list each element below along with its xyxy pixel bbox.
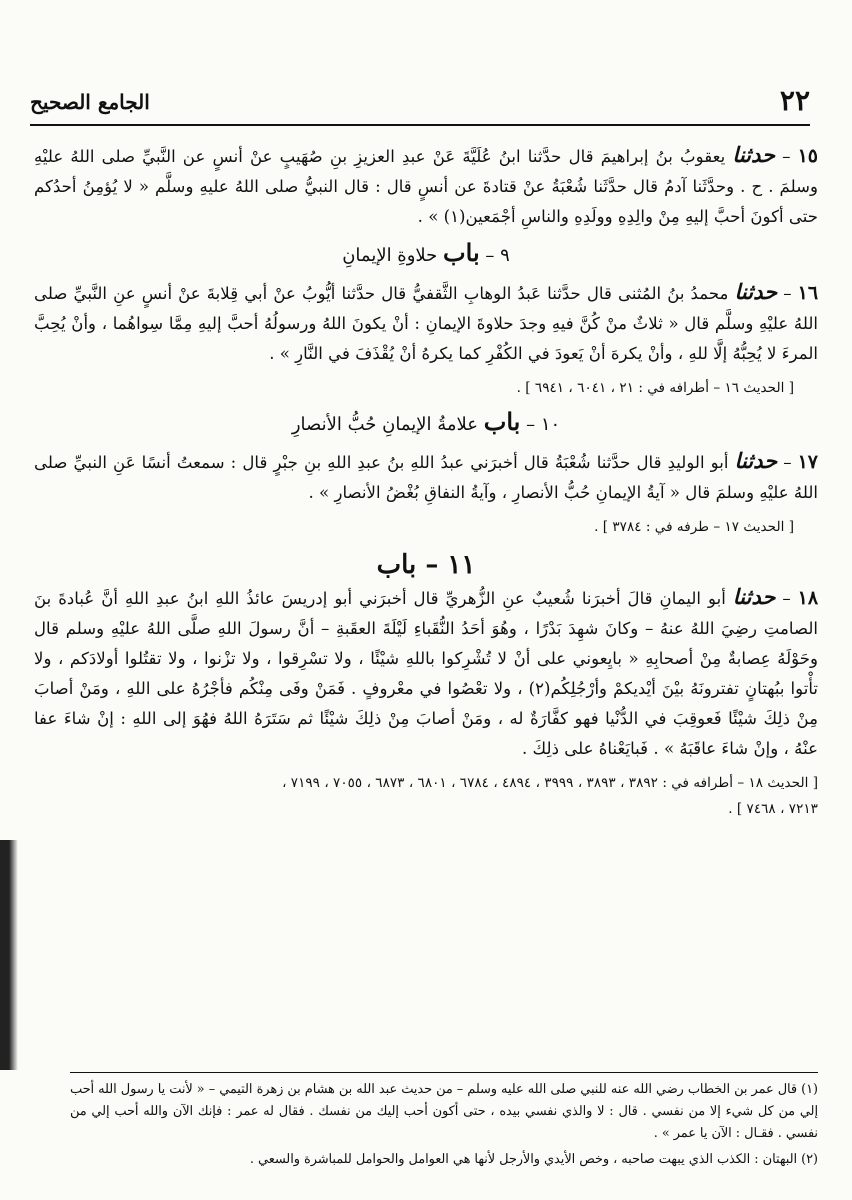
bab-word: باب bbox=[443, 238, 480, 267]
hadith-17 bbox=[34, 446, 818, 508]
hadith-15 bbox=[34, 140, 818, 232]
dash: – bbox=[783, 453, 792, 472]
hadith-number: ١٨ bbox=[797, 587, 819, 609]
bab-word: باب bbox=[483, 407, 521, 436]
chapter-title: حلاوةِ الإيمانِ bbox=[342, 245, 438, 266]
dash: – bbox=[782, 147, 791, 166]
hadith-17-reference: [ الحديث ١٧ – طرفه في : ٣٧٨٤ ] . bbox=[594, 519, 794, 535]
footnotes bbox=[70, 1072, 818, 1175]
dash: – bbox=[485, 245, 495, 266]
scan-edge-shadow bbox=[0, 840, 18, 1070]
chapter-number: ١٠ bbox=[540, 414, 561, 435]
hadith-text: محمدُ بنُ المُثنى قال حدَّثنا عَبدُ الوهابِ الثَّقفيُّ قال حدَّثنا أيُّوبُ عنْ أبي قِلابةَ عنْ أنسٍ عنِ النَّبيِّ صلى اللهُ عليْهِ وسلَّم قال « ثلاثٌ منْ كُنَّ فيهِ وجدَ حلاوةَ الإيمانِ : أنْ يكونَ اللهُ ورسولُهُ أحبَّ إليهِ مِمَّا سِواهُما ، وأنْ يُحِبَّ المرءَ لا يُحِبُّهُ إلَّا للهِ ، وأنْ يكرهَ أنْ يَعودَ في الكُفْرِ كما يكرهُ أنْ يُقْذَفَ في النَّارِ » . bbox=[34, 284, 818, 363]
hadith-18-reference bbox=[34, 770, 818, 822]
chapter-heading-11 bbox=[34, 550, 818, 580]
reference-line-1: [ الحديث ١٨ – أطرافه في : ٣٨٩٢ ، ٣٨٩٣ ، ٣٩٩٩ ، ٤٨٩٤ ، ٦٧٨٤ ، ٦٨٠١ ، ٦٨٧٣ ، ٧٠٥٥ ، ٧١٩٩ ، bbox=[282, 775, 818, 791]
hadith-18 bbox=[34, 582, 818, 764]
page-body bbox=[34, 140, 818, 828]
hadith-text: يعقوبُ بنُ إبراهيمَ قال حدَّثنا ابنُ عُلَيَّةَ عَنْ عبدِ العزيزِ بنِ صُهَيبٍ عنْ أنسٍ عن النَّبيِّ صلى اللهُ عليْهِ وسلمَ . ح . وحدَّثَنا آدمُ قال حدَّثَنا شُعْبَةُ عنْ قتادةَ عن أنسٍ قال : قال النبيُّ صلى اللهُ عليهِ وسلَّم « لا يُؤمِنُ أحدُكم حتى أكونَ أحبَّ إليهِ مِنْ والِدِهِ وولَدِهِ والناسِ أجْمَعين(١) » . bbox=[34, 147, 818, 226]
hadith-16 bbox=[34, 277, 818, 369]
hadith-text: أبو اليمانِ قالَ أخبرَنا شُعيبٌ عنِ الزُّهريِّ قال أخبرَني أبو إدريسَ عائذُ اللهِ ابنُ عبدِ اللهِ أنَّ عُبادةَ بنَ الصامتِ رضِيَ اللهُ عنهُ – وكانَ شهِدَ بَدْرًا ، وهُوَ أحَدُ النُّقَباءِ لَيْلَةَ العقَبةِ – أنَّ رسولَ اللهِ صلَّى اللهُ عليْهِ وسلم قال وحَوْلَهُ عِصابةٌ مِنْ أصحابِهِ « بايِعوني على أنْ لا تُشْرِكوا باللهِ شيْئًا ، ولا تسْرِقوا ، ولا تزْنوا ، ولا تقتُلوا أولادَكم ، ولا تأْتوا ببُهتانٍ تفترونَهُ بيْنَ أيْديكمْ وأرْجُلِكُم(٢) ، ولا تعْصُوا في معْروفٍ . فَمَنْ وفَى مِنْكُم فأجْرُهُ على اللهِ ، ومَنْ أصابَ مِنْ ذلِكَ شيْئًا فَعوقِبَ في الدُّنْيا فهو كفَّارَةٌ له ، ومَنْ أصابَ مِنْ ذلِكَ شيْئًا ثم سَتَرَهُ اللهُ فهُوَ إلى اللهِ : إنْ شاءَ عفا عنْهُ ، وإنْ شاءَ عاقَبَهُ » . فَبايَعْناهُ على ذلِكَ . bbox=[34, 589, 818, 758]
bab-word: باب bbox=[376, 550, 417, 580]
chapter-heading-10 bbox=[34, 407, 818, 440]
haddathana-word: حدثنا bbox=[732, 584, 776, 609]
reference-line-2: ٧٢١٣ ، ٧٤٦٨ ] . bbox=[728, 801, 818, 817]
book-title: الجامع الصحيح bbox=[30, 90, 150, 114]
hadith-16-reference: [ الحديث ١٦ – أطرافه في : ٢١ ، ٦٠٤١ ، ٦٩٤١ ] . bbox=[516, 380, 794, 396]
chapter-number: ٩ bbox=[500, 245, 510, 266]
chapter-title: علامةُ الإيمانِ حُبُّ الأنصارِ bbox=[291, 414, 479, 435]
haddathana-word: حدثنا bbox=[734, 279, 778, 304]
hadith-number: ١٧ bbox=[797, 451, 819, 473]
footnote-2: (٢) البهتان : الكذب الذي يبهت صاحبه ، وخص الأيدي والأرجل لأنها هي العوامل والحوامل للمباشرة والسعي . bbox=[249, 1152, 818, 1167]
page-number: ٢٢ bbox=[779, 84, 810, 117]
footnote-1: (١) قال عمر بن الخطاب رضي الله عنه للنبي صلى الله عليه وسلم – من حديث عبد الله بن هشام بن زهرة التيمي – « لأنت يا رسول الله أحب إلي من كل شيء إلا من نفسي . قال : لا والذي نفسي بيده ، حتى أكون أحب إليك من نفسك . فقال له عمر : فإنك الآن والله أحب إلي من نفسي . فقـال : الآن يا عمر » . bbox=[70, 1082, 818, 1141]
dash: – bbox=[782, 589, 791, 608]
dash: – bbox=[425, 550, 439, 580]
chapter-heading-9 bbox=[34, 238, 818, 271]
page-header bbox=[30, 84, 810, 126]
haddathana-word: حدثنا bbox=[734, 448, 778, 473]
chapter-number: ١١ bbox=[447, 550, 476, 580]
hadith-text: أبو الوليدِ قال حدَّثنا شُعْبَةُ قال أخبرَني عبدُ اللهِ بنُ عبدِ اللهِ بنِ جبْرٍ قال : سمعتُ أنسًا عَنِ النبيِّ صلى اللهُ عليْهِ وسلمَ قال « آيةُ الإيمانِ حُبُّ الأنصارِ ، وآيةُ النفاقِ بُغْضُ الأنصارِ » . bbox=[34, 453, 818, 502]
dash: – bbox=[783, 284, 792, 303]
hadith-number: ١٦ bbox=[797, 282, 819, 304]
haddathana-word: حدثنا bbox=[732, 142, 776, 167]
hadith-number: ١٥ bbox=[797, 145, 819, 167]
dash: – bbox=[526, 414, 536, 435]
